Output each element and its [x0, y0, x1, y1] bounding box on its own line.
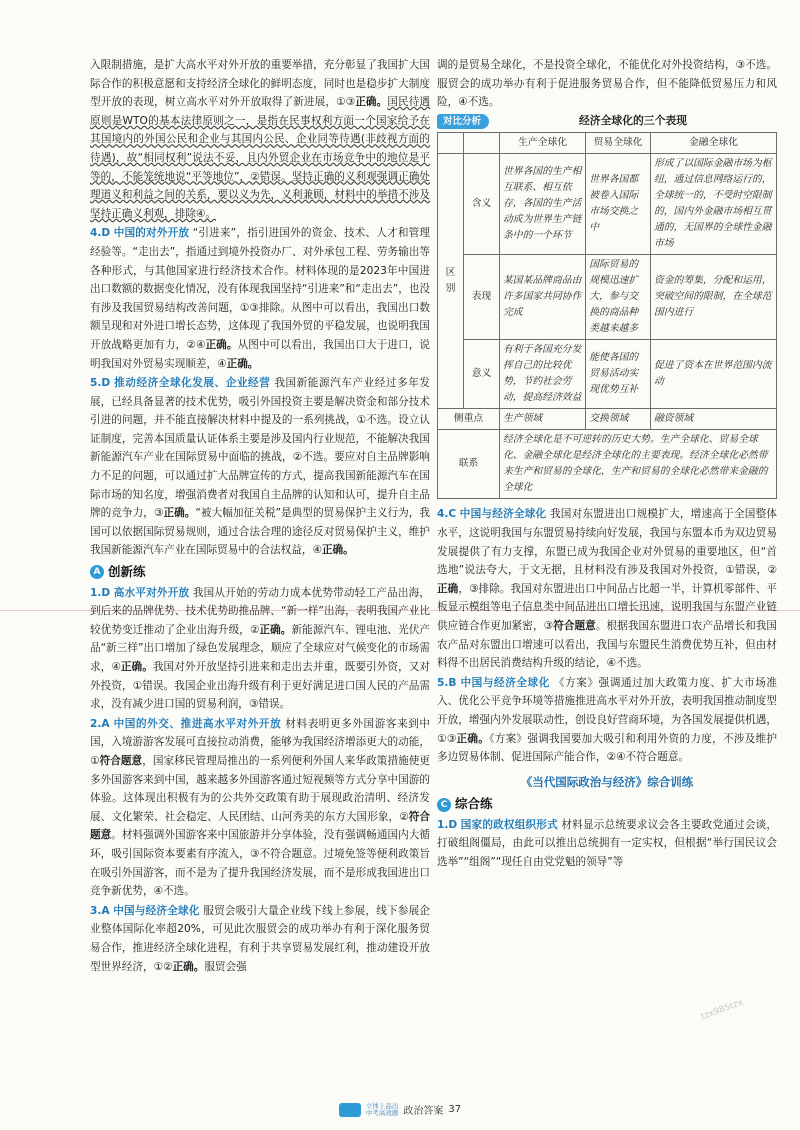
watermark: tzx985tzx — [699, 997, 745, 1023]
innovate-answer-1: 1.D 高水平对外开放 我国从开始的劳动力成本优势带动轻工产品出海，到后来的品牌优势、技术优势助推品牌、“新一样”出海，表明我国产业比较优势变迁推动了企业出海升级，②正确。新能源汽车、锂电池、光伏产品“新三样”出口增加了绿色发展理念，顺应了全球应对气候变化的市场需求，④正确。我国对外开放坚持引进来和走出去并重，既要引外资，又对外投资，①错误。我国企业出海升级有利于更好满足进口国人民的产品需求，没有减少进口国的贸易利润，③错误。 — [90, 586, 430, 711]
answer-4: 4.D 中国的对外开放 “引进来”，指引进国外的资金、技术、人才和管理经验等。“走出去”，指通过到境外投资办厂、对外承包工程、劳务输出等各种形式，与其他国家进行经济技术合作。材料体现的是2023年中国进出口数额的数据变化情况，没有体现我国坚持“引进来”和“走出去”，也没有涉及我国贸易结构改善问题，①③排除。从图中可以看出，我国出口数额呈现和对外进口增长态势，这体现了我国外贸的平稳发展，也说明我国开放战略更加有力，②④正确。从图中可以看出，我国出口大于进口，说明我国对外贸易实现顺差，④正确。 — [90, 227, 430, 370]
table-cell: 交换领域 — [586, 409, 651, 430]
table-cell: 能使各国的贸易活动实现优势互补 — [586, 340, 651, 409]
table-header-row — [438, 133, 777, 154]
comparison-header — [437, 112, 777, 131]
right-column — [437, 56, 777, 872]
section-heading-innovate: A 创新练 — [90, 563, 430, 582]
table-cell: 资金的筹集，分配和运用，突破空间的限制，在全球范围内进行 — [650, 255, 776, 340]
column-header: 金融全球化 — [650, 133, 776, 154]
comparison-table-title: 经济全球化的三个表现 — [579, 113, 687, 127]
answer-5-right: 5.B 中国与经济全球化 《方案》强调通过加大政策力度、扩大市场准入、优化公平竞争环境等措施推进高水平对外开放，表明我国推动制度型开放，增强内外发展联动性，创设良好营商环境，为各国发展提供机遇，①③正确。《方案》强调我国要加大吸引和利用外资的力度，不涉及维护多边贸易体制、促进国际产能合作，②④不符合题意。 — [437, 676, 778, 764]
brand-logo-icon — [339, 1103, 361, 1117]
table-row — [438, 154, 777, 255]
section-heading-comprehensive: C 综合练 — [437, 795, 777, 814]
page-number: 37 — [448, 1104, 462, 1115]
training-banner: 《当代国际政治与经济》综合训练 — [520, 774, 694, 789]
table-cell: 形成了以国际金融市场为枢纽，通过信息网络运行的，全球统一的，不受时空限制的，国内外金融市场相互贯通的，无国界的全球性金融市场 — [650, 154, 776, 255]
table-cell: 生产领域 — [500, 409, 586, 430]
answer-4-right: 4.C 中国与经济全球化 我国对东盟进出口规模扩大，增速高于全国整体水平，这说明我国与东盟贸易持续向好发展，我国与东盟本币为双边贸易发展提供了有力支撑，东盟已成为我国企业对外贸易的重要地区，但“首选地”说法夸大，于文无据，且材料没有涉及我国对外投资，①错误，②正确，③排除。我国对东盟进出口中间品占比超一半，计算机零部件、平板显示模组等电子信息类中间品进出口增长迅速，说明我国与东盟产业链供应链合作更加紧密，③符合题意。根据我国东盟进口农产品增长和我国农产品对东盟出口增速可以看出，我国与东盟民生消费优势互补，但由材料得不出居民消费结构升级的结论，④不选。 — [437, 508, 778, 670]
innovate-answer-2: 2.A 中国的外交、推进高水平对外开放 材料表明更多外国游客来到中国，入境游游客发展可直接拉动消费，能够为我国经济增添更大的动能，①符合题意，国家移民管理局推出的一系列便利外国人来华政策措施使更多外国游客来到中国，越来越多外国游客通过短视频等方式分享中国游的体验。这体现出积极有为的公共外交政策有助于展现政治清明、经济发展、文化繁荣、社会稳定、人民团结、山河秀美的东方大国形象，②符合题意。材料强调外国游客来中国旅游并分享体验，没有强调畅通国内大循环，吸引国际资本要素有序流入，③不符合题意。过境免签等便利政策旨在吸引外国游客，而不是为了提升我国经济发展，而不是形成我国进出口竞争新优势，④不选。 — [90, 717, 431, 898]
row-label: 侧重点 — [438, 409, 500, 430]
table-cell: 促进了资本在世界范围内流动 — [650, 340, 776, 409]
comparison-table — [437, 132, 777, 499]
table-row — [438, 255, 777, 340]
comprehensive-answer-1: 1.D 国家的政权组织形式 材料显示总统要求议会各主要政党通过会谈，打破组阁僵局，由此可以推出总统拥有一定实权，但根据“举行国民议会选举”“组阁”“现任自由党党魁的领导”等 — [437, 818, 777, 869]
row-label: 表现 — [464, 255, 500, 340]
row-label: 意义 — [464, 340, 500, 409]
row-label: 含义 — [464, 154, 500, 255]
answer-paragraph: 入限制措施，是扩大高水平对外开放的重要举措，充分彰显了我国扩大国际合作的积极意愿和支持经济全球化的鲜明态度，同时也是稳步扩大制度型开放的表现，树立高水平对外开放取得了新进展，①③正确。国民待遇原则是WTO的基本法律原则之一，是指在民事权利方面一个国家给予在其国境内的外国公民和企业与其国内公民、企业同等待遇(非歧视方面的待遇)，故“相同权利”说法不妥，且内外贸企业在市场竞争中的地位是平等的，不能笼统地说“平等地位”，②错误。坚持正确的义利观强调正确处理道义和利益之间的关系，要以义为先，义利兼顾，材料中的举措不涉及坚持正确义利观，排除④。 — [90, 59, 430, 220]
section-badge-icon: C — [437, 798, 451, 812]
table-cell: 经济全球化是不可逆转的历史大势。生产全球化、贸易全球化、金融全球化是经济全球化的主要表现。经济全球化必然带来生产和贸易的全球化，生产和贸易的全球化必然带来金融的全球化 — [500, 430, 777, 499]
table-cell: 有利于各国充分发挥自己的比较优势，节约社会劳动，提高经济效益 — [500, 340, 586, 409]
row-label: 联系 — [438, 430, 500, 499]
table-row — [438, 430, 777, 499]
table-corner — [438, 133, 464, 154]
table-row — [438, 340, 777, 409]
answer-5: 5.D 推动经济全球化发展、企业经营 我国新能源汽车产业经过多年发展，已经具备显著的技术优势，吸引外国投资主要是解决资金和部分技术引进的问题，并不能直接解决材料中提及的一系列挑战，①不选。设立认证制度，完善本国质量认证体系主要是涉及国内行业规范，不能解决我国新能源汽车产业在国际贸易中面临的挑战，②不选。要应对自主品牌影响力不足的问题，可以通过扩大品牌宣传的方式，提高我国新能源汽车在国际市场的知名度，增强消费者对我国自主品牌的认知和认可，提升自主品牌的竞争力，③正确。“被大幅加征关税”是典型的贸易保护主义行为，我国可以依据国际贸易规则，通过合法合理的途径反对贸易保护主义，维护我国新能源汽车产业在国际贸易中的合法权益，④正确。 — [90, 377, 431, 557]
table-row — [438, 409, 777, 430]
section-badge-icon: A — [90, 565, 104, 579]
page-footer — [0, 1102, 800, 1120]
comparison-badge: 对比分析 — [437, 114, 489, 129]
footer-label: 政治答案 — [403, 1106, 444, 1117]
brand-text: 立体上品出 中考高效题 — [365, 1101, 399, 1117]
left-column — [90, 56, 430, 976]
innovate-answer-3: 3.A 中国与经济全球化 服贸会吸引大量企业线下线上参展，线下参展企业整体国际化率超20%，可见此次服贸会的成功举办有利于深化服务贸易合作，推进经济全球化进程，有利于共享贸易发展红利，推动建设开放型世界经济，①②正确。服贸会强 — [90, 904, 431, 973]
column-header: 贸易全球化 — [586, 133, 651, 154]
table-cell: 世界各国都被卷入国际市场交换之中 — [586, 154, 651, 255]
answer-continuation: 调的是贸易全球化，不是投资全球化，不能优化对外投资结构，③不选。服贸会的成功举办有利于促进服务贸易合作，但不能降低贸易压力和风险，④不选。 — [437, 59, 777, 109]
table-cell: 某国某品牌商品由许多国家共同协作完成 — [500, 255, 586, 340]
table-cell: 世界各国的生产相互联系、相互依存，各国的生产活动成为世界生产链条中的一个环节 — [500, 154, 586, 255]
table-cell: 融资领域 — [650, 409, 776, 430]
column-header: 生产全球化 — [500, 133, 586, 154]
table-cell: 国际贸易的规模迅速扩大，参与交换的商品种类越来越多 — [586, 255, 651, 340]
row-group-label: 区别 — [438, 154, 464, 409]
table-corner-sub — [464, 133, 500, 154]
